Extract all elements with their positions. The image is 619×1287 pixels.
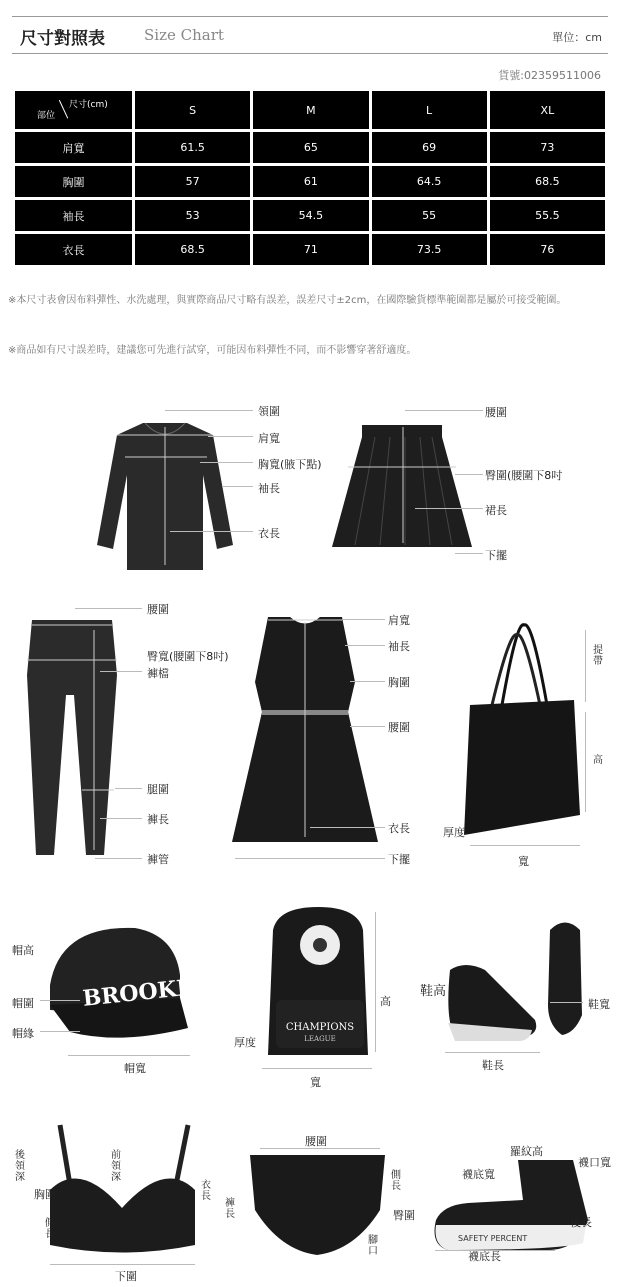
table-row xyxy=(15,200,605,231)
dim-line xyxy=(445,1052,540,1053)
label-briefs-waist: 腰圍 xyxy=(305,1135,327,1148)
label-bra-bust: 胸圍 xyxy=(34,1188,56,1201)
corner-size-label: 尺寸(cm) xyxy=(69,100,108,110)
label-rib-height: 羅紋高 xyxy=(510,1145,543,1158)
label-sleeve: 袖長 xyxy=(258,482,280,495)
table-cell: 55.5 xyxy=(490,200,605,231)
table-row xyxy=(15,166,605,197)
sock-illustration xyxy=(428,1155,603,1255)
backpack-illustration xyxy=(258,905,373,1065)
label-briefs-side: 側長 xyxy=(391,1170,401,1192)
label-backpack-depth: 厚度 xyxy=(234,1036,256,1049)
leader-line xyxy=(405,410,483,411)
leader-line xyxy=(208,436,253,437)
label-bag-depth: 厚度 xyxy=(443,826,465,839)
size-chart-header xyxy=(12,16,608,54)
table-cell: 69 xyxy=(372,132,487,163)
label-opening-width: 襪口寬 xyxy=(578,1156,611,1169)
label-leg-opening: 褲管 xyxy=(147,853,169,866)
dim-line xyxy=(470,845,580,846)
dim-line xyxy=(375,912,376,1052)
dim-line xyxy=(550,1002,583,1003)
leader-line xyxy=(310,827,385,828)
label-neck: 領圍 xyxy=(258,405,280,418)
label-briefs-length: 褲長 xyxy=(225,1198,235,1220)
dim-line xyxy=(585,712,586,812)
title-zh: 尺寸對照表 xyxy=(20,29,105,49)
label-backpack-height: 高 xyxy=(380,995,391,1008)
label-sole-length: 襪底長 xyxy=(468,1250,501,1263)
corner-cell xyxy=(15,91,132,129)
label-jeans-hip: 臀寬(腰圍下8吋) xyxy=(147,650,229,663)
table-cell: 55 xyxy=(372,200,487,231)
row-label: 衣長 xyxy=(15,234,132,265)
table-cell: 71 xyxy=(253,234,368,265)
size-header: S xyxy=(135,91,250,129)
label-shoe-width: 鞋寬 xyxy=(588,998,610,1011)
label-rise: 褲檔 xyxy=(147,667,169,680)
backpack-sub-text: LEAGUE xyxy=(304,1035,336,1043)
dim-line xyxy=(585,630,586,702)
size-header: XL xyxy=(490,91,605,129)
leader-line xyxy=(415,508,483,509)
dress-illustration xyxy=(230,612,380,847)
table-cell: 61 xyxy=(253,166,368,197)
leader-line xyxy=(345,645,385,646)
label-hem: 下擺 xyxy=(485,549,507,562)
size-header: M xyxy=(253,91,368,129)
leader-line xyxy=(222,486,253,487)
label-jeans-waist: 腰圍 xyxy=(147,603,169,616)
dim-line xyxy=(50,1264,195,1265)
label-length: 衣長 xyxy=(258,527,280,540)
table-cell: 76 xyxy=(490,234,605,265)
table-row xyxy=(15,132,605,163)
table-cell: 68.5 xyxy=(135,234,250,265)
label-bra-length: 衣長 xyxy=(201,1180,211,1202)
size-table xyxy=(12,88,608,268)
label-underbust: 下圍 xyxy=(115,1270,137,1283)
label-dress-sleeve: 袖長 xyxy=(388,640,410,653)
table-cell: 73.5 xyxy=(372,234,487,265)
row-label: 肩寬 xyxy=(15,132,132,163)
leader-line xyxy=(165,410,253,411)
label-dress-bust: 胸圍 xyxy=(388,676,410,689)
label-briefs-hip: 臀圍 xyxy=(393,1209,415,1222)
table-cell: 61.5 xyxy=(135,132,250,163)
bra-illustration xyxy=(30,1120,205,1265)
row-label: 胸圍 xyxy=(15,166,132,197)
table-cell: 68.5 xyxy=(490,166,605,197)
dim-line xyxy=(68,1055,190,1056)
size-header: L xyxy=(372,91,487,129)
label-side-length: 側長 xyxy=(45,1218,55,1240)
note-1: ※本尺寸表會因布料彈性、水洗處理，與實際商品尺寸略有誤差，誤差尺寸±2cm，在國際驗貨標準範圍都是屬於可接受範圍。 xyxy=(8,295,567,306)
leader-line xyxy=(95,858,142,859)
title-en: Size Chart xyxy=(144,26,224,44)
table-row xyxy=(15,234,605,265)
bag-illustration xyxy=(462,620,582,845)
leader-line xyxy=(200,462,253,463)
leader-line xyxy=(100,818,142,819)
product-code: 貨號:02359511006 xyxy=(498,69,601,82)
label-bag-height: 高 xyxy=(593,755,603,766)
label-chest: 胸寬(腋下點) xyxy=(258,458,322,471)
cap-brand-text: BROOKLYN xyxy=(81,970,228,1012)
leader-line xyxy=(170,531,253,532)
label-dress-waist: 腰圍 xyxy=(388,721,410,734)
label-skirt-length: 裙長 xyxy=(485,504,507,517)
backpack-brand-text: CHAMPIONS xyxy=(285,1022,355,1033)
label-dress-length: 衣長 xyxy=(388,822,410,835)
table-cell: 57 xyxy=(135,166,250,197)
label-cap-circumference: 帽圍 xyxy=(12,997,34,1010)
row-label: 袖長 xyxy=(15,200,132,231)
label-dress-shoulder: 肩寬 xyxy=(388,614,410,627)
corner-divider xyxy=(59,100,69,119)
leader-line xyxy=(75,608,142,609)
label-back-depth: 後領深 xyxy=(15,1150,25,1183)
label-cap-width: 帽寬 xyxy=(124,1062,146,1075)
jeans-illustration xyxy=(22,615,122,860)
shoes-illustration xyxy=(440,915,610,1045)
sock-brand-text: SAFETY PERCENT xyxy=(458,1234,528,1243)
leader-line xyxy=(40,1000,80,1001)
label-thigh: 腿圍 xyxy=(147,783,169,796)
label-waist: 腰圍 xyxy=(485,406,507,419)
unit-label: 單位：cm xyxy=(552,31,602,44)
leader-line xyxy=(350,681,385,682)
label-front-depth: 前領深 xyxy=(111,1150,121,1183)
corner-part-label: 部位 xyxy=(37,111,56,121)
table-cell: 53 xyxy=(135,200,250,231)
table-cell: 73 xyxy=(490,132,605,163)
leader-line xyxy=(455,474,483,475)
table-header-row xyxy=(15,91,605,129)
label-backpack-width: 寬 xyxy=(310,1076,321,1089)
leader-line xyxy=(342,619,385,620)
table-cell: 65 xyxy=(253,132,368,163)
label-brim: 帽緣 xyxy=(12,1027,34,1040)
label-inseam: 褲長 xyxy=(147,813,169,826)
label-shoe-height: 鞋高 xyxy=(420,984,447,999)
leader-line xyxy=(40,1031,80,1032)
label-back-length: 後長 xyxy=(570,1216,592,1229)
label-sole-width: 襪底寬 xyxy=(462,1168,495,1181)
label-shoe-length: 鞋長 xyxy=(482,1059,504,1072)
leader-line xyxy=(455,553,483,554)
leader-line xyxy=(350,726,385,727)
leader-line xyxy=(235,858,385,859)
leader-line xyxy=(100,671,142,672)
label-cap-height: 帽高 xyxy=(12,944,34,957)
leader-line xyxy=(115,788,142,789)
skirt-illustration xyxy=(330,415,475,555)
dim-line xyxy=(262,1068,372,1069)
table-cell: 54.5 xyxy=(253,200,368,231)
label-dress-hem: 下擺 xyxy=(388,853,410,866)
label-bag-width: 寬 xyxy=(518,855,529,868)
label-shoulder: 肩寬 xyxy=(258,432,280,445)
label-hip: 臀圍(腰圍下8吋 xyxy=(485,469,563,482)
note-2: ※商品如有尺寸誤差時，建議您可先進行試穿，可能因布料彈性不同，而不影響穿著舒適度。 xyxy=(8,345,417,356)
label-leg-hole: 腳口 xyxy=(368,1235,378,1257)
table-cell: 64.5 xyxy=(372,166,487,197)
label-handle: 提帶 xyxy=(593,645,603,667)
shirt-illustration xyxy=(95,415,235,575)
